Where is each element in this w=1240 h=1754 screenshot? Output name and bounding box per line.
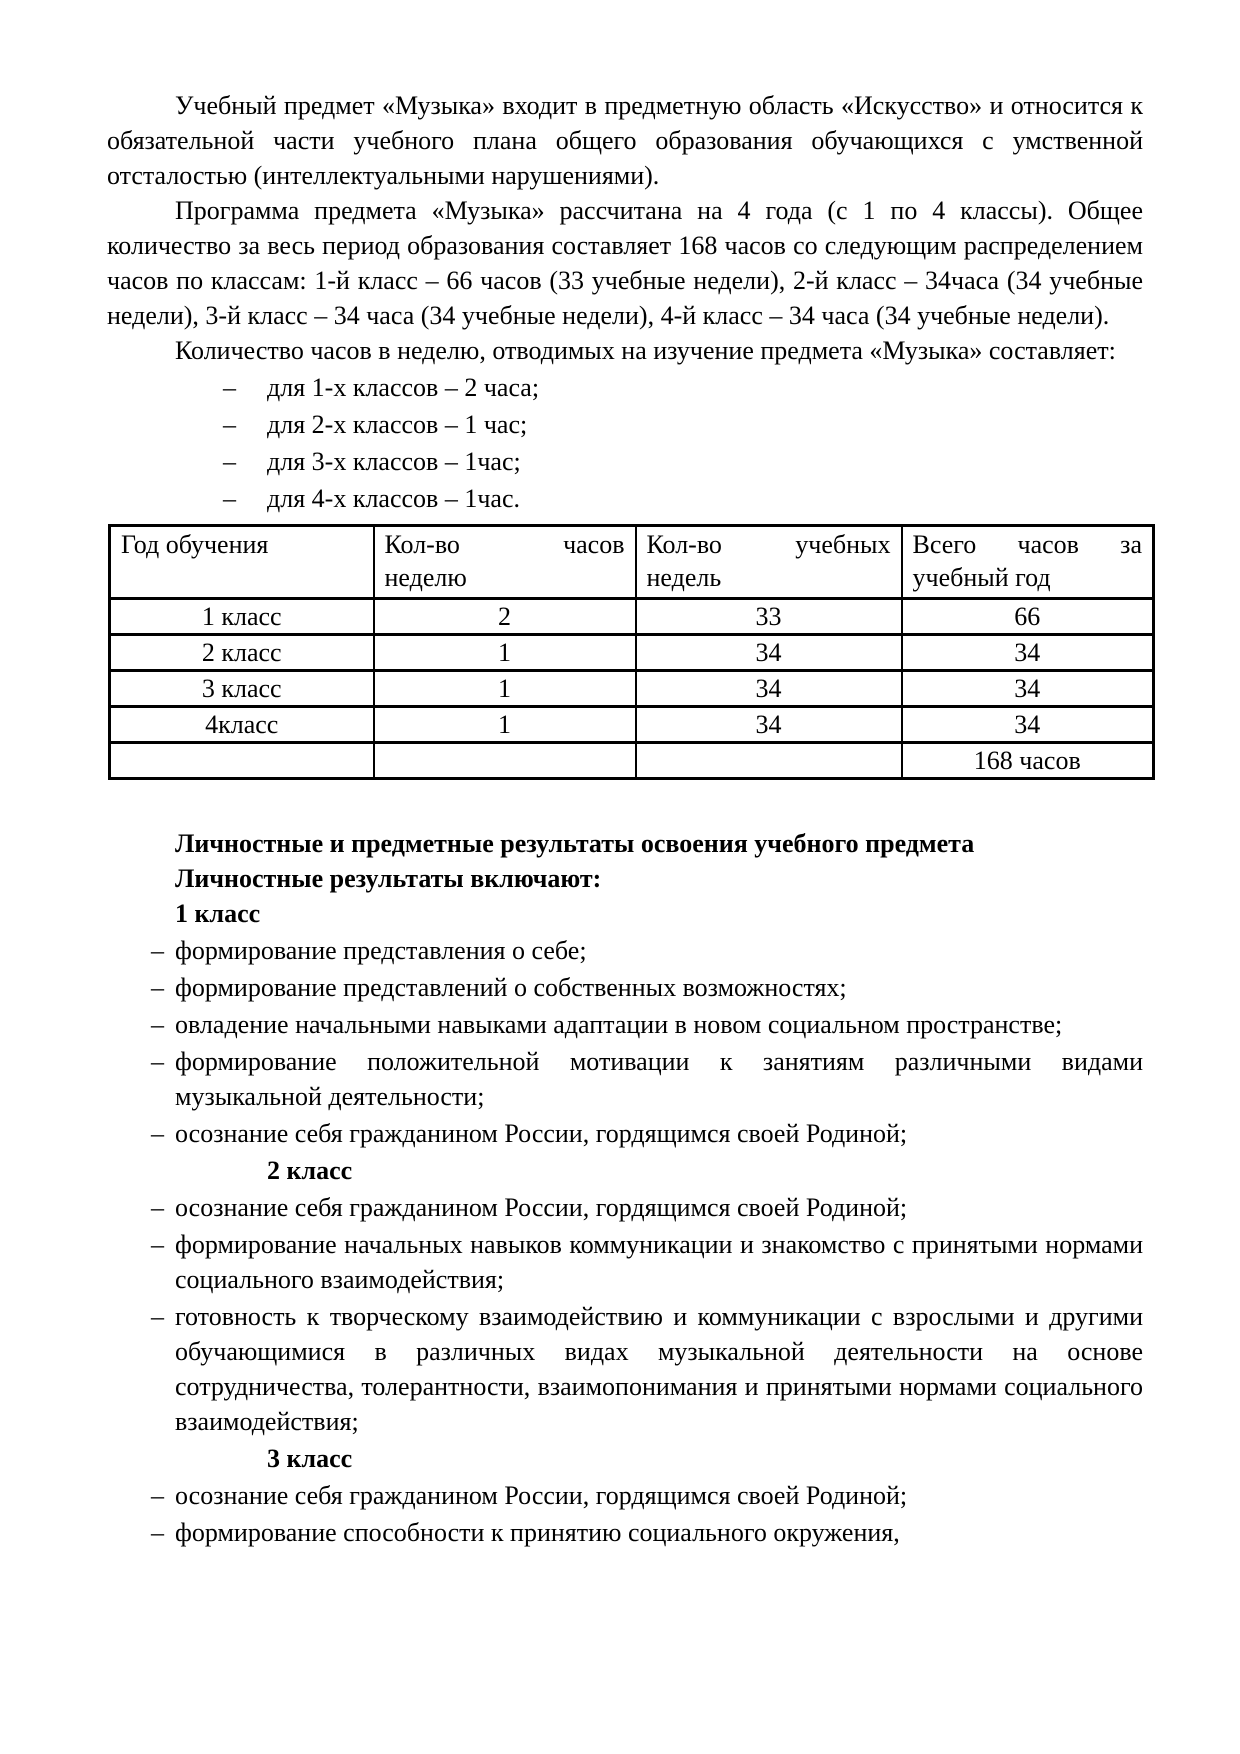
list-item-text: для 4-х классов – 1час. [267,484,520,513]
table-cell: 1 класс [110,599,374,635]
section-heading-results: Личностные и предметные результаты освоения учебного предмета [175,829,975,858]
header-word: за [1120,530,1142,559]
table-cell [374,743,636,779]
list-item-text: осознание себя гражданином России, гордящимся своей Родиной; [175,1119,908,1148]
table-row [110,635,1154,671]
paragraph-weekly-hours: Количество часов в неделю, отводимых на изучение предмета «Музыка» составляет: [175,336,1116,365]
list-item [107,970,1143,1005]
header-line-2: неделю [384,563,467,592]
results-section [107,826,1143,1550]
list-item [107,933,1143,968]
dash-marker: – [223,484,236,513]
dash-marker: – [223,373,236,402]
list-item [107,1116,1143,1151]
table-header-cell [110,526,374,599]
list-item [107,481,1143,516]
table-cell: 34 [902,671,1154,707]
dash-marker: – [151,1302,164,1331]
dash-marker: – [151,1119,164,1148]
table-cell: 1 [374,707,636,743]
list-item [107,1299,1143,1439]
header-line-2: недель [646,563,722,592]
class-2-heading: 2 класс [267,1156,353,1185]
paragraph-subject-intro: Учебный предмет «Музыка» входит в предметную область «Искусство» и относится к обязательной части учебного плана общего образования обучающихся с умственной отсталостью (интеллектуальными нарушениями). [107,91,1143,190]
hours-table-body [110,599,1154,779]
table-cell [110,743,374,779]
hours-table-header-row [110,526,1154,599]
list-item-text: осознание себя гражданином России, гордящимся своей Родиной; [175,1193,908,1222]
header-word: учебных [795,530,891,559]
table-cell: 34 [902,707,1154,743]
list-item-text: формирование способности к принятию социального окружения, [175,1518,900,1547]
dash-marker: – [151,936,164,965]
header-word: часов [563,530,625,559]
table-cell: 168 часов [902,743,1154,779]
list-item [107,407,1143,442]
header-word: Кол-во [646,530,722,559]
table-cell: 34 [636,635,902,671]
header-word: часов [1017,530,1079,559]
class-1-heading: 1 класс [175,899,261,928]
list-item [107,1227,1143,1297]
table-cell: 2 [374,599,636,635]
dash-marker: – [223,410,236,439]
header-word: Год обучения [121,530,269,559]
class-3-results-list [107,1478,1143,1550]
header-line-1 [385,528,625,561]
subsection-heading-personal-results: Личностные результаты включают: [175,864,602,893]
table-cell: 34 [636,707,902,743]
list-item-text: готовность к творческому взаимодействию и коммуникации с взрослыми и другими обучающимися в различных видах музыкальной деятельности на основе сотрудничества, толерантности, взаимопонимания и принятыми нормами социального взаимодействия; [175,1302,1143,1436]
table-cell: 34 [902,635,1154,671]
header-line-1 [647,528,891,561]
list-item [107,1044,1143,1114]
table-cell: 4класс [110,707,374,743]
table-cell: 1 [374,635,636,671]
paragraph-program-volume: Программа предмета «Музыка» рассчитана на 4 года (с 1 по 4 классы). Общее количество за весь период образования составляет 168 часов со следующим распределением часов по классам: 1-й класс – 66 часов (33 учебные недели), 2-й класс – 34часа (34 учебные недели), 3-й класс – 34 часа (34 учебные недели), 4-й класс – 34 часа (34 учебные недели). [107,196,1143,330]
hours-table [108,524,1155,780]
header-line-1 [121,528,363,561]
list-item-text: формирование положительной мотивации к занятиям различными видами музыкальной деятельности; [175,1047,1143,1111]
dash-marker: – [223,447,236,476]
header-word: Кол-во [384,530,460,559]
header-line-1 [913,528,1143,561]
dash-marker: – [151,973,164,1002]
table-cell: 33 [636,599,902,635]
list-item [107,1007,1143,1042]
table-row [110,743,1154,779]
table-row [110,671,1154,707]
list-item-text: осознание себя гражданином России, гордящимся своей Родиной; [175,1481,908,1510]
dash-marker: – [151,1047,164,1076]
list-item-text: формирование начальных навыков коммуникации и знакомство с принятыми нормами социального взаимодействия; [175,1230,1143,1294]
dash-marker: – [151,1518,164,1547]
list-item-text: овладение начальными навыками адаптации в новом социальном пространстве; [175,1010,1063,1039]
header-line-2: учебный год [912,563,1051,592]
list-item-text: для 3-х классов – 1час; [267,447,521,476]
list-item-text: для 1-х классов – 2 часа; [267,373,540,402]
dash-marker: – [151,1230,164,1259]
table-cell: 2 класс [110,635,374,671]
dash-marker: – [151,1193,164,1222]
list-item-text: формирование представлений о собственных возможностях; [175,973,847,1002]
table-row [110,599,1154,635]
list-item [107,444,1143,479]
table-cell: 66 [902,599,1154,635]
class-3-heading: 3 класс [267,1444,353,1473]
table-cell: 34 [636,671,902,707]
dash-marker: – [151,1481,164,1510]
table-cell: 1 [374,671,636,707]
header-word: Всего [912,530,977,559]
table-cell: 3 класс [110,671,374,707]
hours-per-class-list [107,370,1143,516]
class-2-results-list [107,1190,1143,1439]
class-1-results-list [107,933,1143,1151]
list-item [107,1190,1143,1225]
table-header-cell [374,526,636,599]
list-item [107,1515,1143,1550]
list-item-text: формирование представления о себе; [175,936,587,965]
table-cell [636,743,902,779]
table-row [110,707,1154,743]
list-item-text: для 2-х классов – 1 час; [267,410,528,439]
dash-marker: – [151,1010,164,1039]
table-header-cell [902,526,1154,599]
table-header-cell [636,526,902,599]
list-item [107,370,1143,405]
list-item [107,1478,1143,1513]
